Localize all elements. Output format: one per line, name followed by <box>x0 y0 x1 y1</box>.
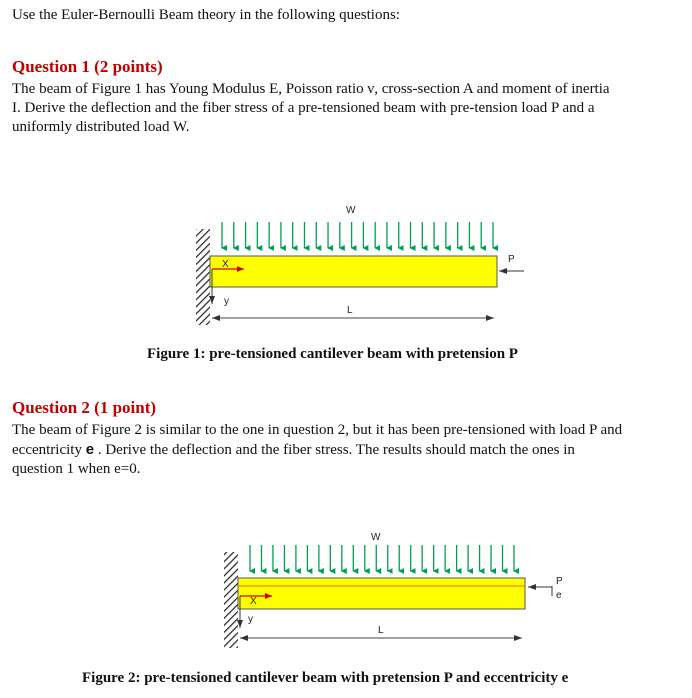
question-2-line: question 1 when e=0. <box>12 461 141 477</box>
axis-label-x: X <box>250 596 257 607</box>
question-2-heading: Question 2 (1 point) <box>12 398 157 417</box>
force-label-p: P <box>556 576 563 587</box>
question-2-text: eccentricity <box>12 442 86 458</box>
axis-label-y: y <box>248 614 253 625</box>
figure-2-caption: Figure 2: pre-tensioned cantilever beam with pretension P and eccentricity e <box>82 670 569 686</box>
length-label-l: L <box>347 305 353 316</box>
load-label-w: W <box>371 532 381 543</box>
load-label-w: W <box>346 205 356 216</box>
question-2-text: . Derive the deflection and the fiber stress. The results should match the ones in <box>94 442 575 458</box>
figure-2-diagram <box>224 532 563 648</box>
instructions-text: Use the Euler-Bernoulli Beam theory in the following questions: <box>12 7 400 23</box>
force-label-p: P <box>508 254 515 265</box>
length-label-l: L <box>378 625 384 636</box>
eccentricity-symbol: e <box>85 441 95 458</box>
distributed-load-arrows <box>250 545 514 571</box>
eccentricity-label-e: e <box>556 590 562 601</box>
question-1-line: uniformly distributed load W. <box>12 119 190 135</box>
question-1-line: I. Derive the deflection and the fiber stress of a pre-tensioned beam with pre-tension load P and a <box>12 100 595 116</box>
fixed-wall-support <box>196 229 210 325</box>
figure-1-diagram <box>196 205 524 325</box>
distributed-load-arrows <box>222 222 493 248</box>
question-1-heading: Question 1 (2 points) <box>12 57 163 76</box>
question-1-line: The beam of Figure 1 has Young Modulus E, Poisson ratio ν, cross-section A and moment of inertia <box>12 81 610 97</box>
beam <box>238 578 525 609</box>
figure-1-caption: Figure 1: pre-tensioned cantilever beam with pretension P <box>147 346 518 362</box>
beam <box>210 256 497 287</box>
axis-label-x: X <box>222 259 229 270</box>
axis-label-y: y <box>224 296 229 307</box>
question-2-line: The beam of Figure 2 is similar to the one in question 2, but it has been pre-tensioned with load P and <box>12 422 623 438</box>
fixed-wall-support <box>224 552 238 648</box>
